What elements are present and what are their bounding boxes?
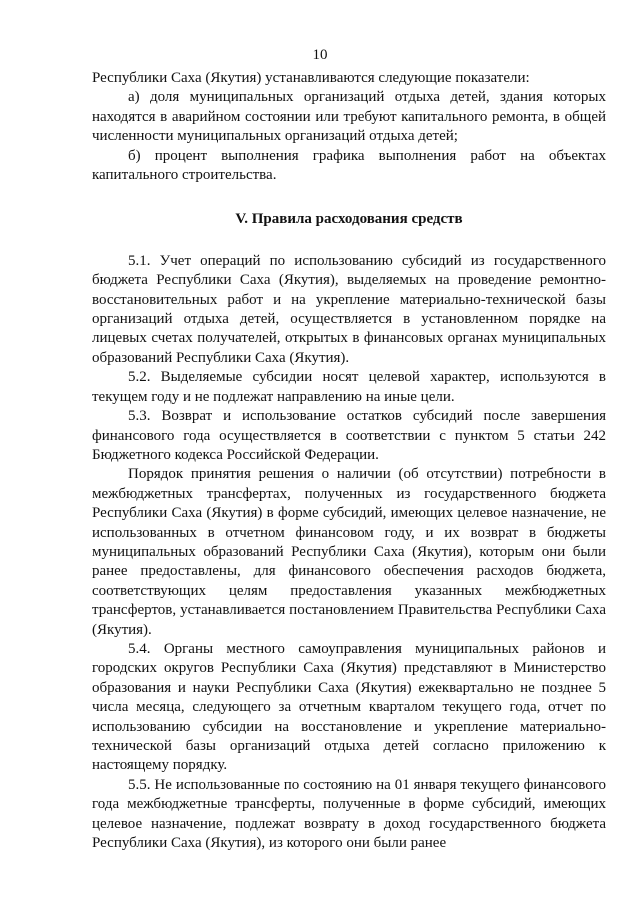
document-body <box>92 69 606 853</box>
section-title: V. Правила расходования средств <box>235 211 463 228</box>
paragraph-5-2: 5.2. Выделяемые субсидии носят целевой характер, используются в текущем году и не подлежат направлению на иные цели. <box>92 369 606 405</box>
paragraph-procedure: Порядок принятия решения о наличии (об отсутствии) потребности в межбюджетных трансфертах, полученных из государственного бюджета Республики Саха (Якутия) в форме субсидий, имеющих целевое назначение, не использованных в отчетном финансовом году, и их возврат в бюджеты муниципальных образований Республики Саха (Якутия), которым они были ранее предоставлены, для финансового обеспечения расходов бюджета, соответствующих целям предоставления указанных межбюджетных трансфертов, устанавливается постановлением Правительства Республики Саха (Якутия). <box>92 466 606 638</box>
intro-lead: Республики Саха (Якутия) устанавливаются следующие показатели: <box>92 70 530 86</box>
list-item-a: а) доля муниципальных организаций отдыха детей, здания которых находятся в аварийном состоянии или требуют капитального ремонта, в общей численности муниципальных организаций отдыха детей; <box>92 89 606 145</box>
paragraph-5-5: 5.5. Не использованные по состоянию на 01 января текущего финансового года межбюджетные трансферты, полученные в форме субсидий, имеющих целевое назначение, подлежат возврату в доход государственного бюджета Республики Саха (Якутия), из которого они были ранее <box>92 776 606 852</box>
list-item-b: б) процент выполнения графика выполнения работ на объектах капитального строительства. <box>92 147 606 184</box>
paragraph-5-1: 5.1. Учет операций по использованию субсидий из государственного бюджета Республики Саха (Якутия), выделяемых на проведение ремонтно-восстановительных работ и на укрепление материально-технической базы организаций отдыха детей, осуществляется в установленном порядке на лицевых счетах получателей, открытых в финансовых органах муниципальных образований Республики Саха (Якутия). <box>92 252 606 366</box>
paragraph-5-4: 5.4. Органы местного самоуправления муниципальных районов и городских округов Республики Саха (Якутия) представляют в Министерство образования и науки Республики Саха (Якутия) ежеквартально не позднее 5 числа месяца, следующего за отчетным кварталом текущего года, отчет по использованию субсидии на восстановление и укрепление материально-технической базы организаций отдыха детей согласно приложению к настоящему порядку. <box>92 640 606 774</box>
paragraph-5-3: 5.3. Возврат и использование остатков субсидий после завершения финансового года осуществляется в соответствии с пунктом 5 статьи 242 Бюджетного кодекса Российской Федерации. <box>92 408 606 463</box>
page-number: 10 <box>312 47 328 63</box>
